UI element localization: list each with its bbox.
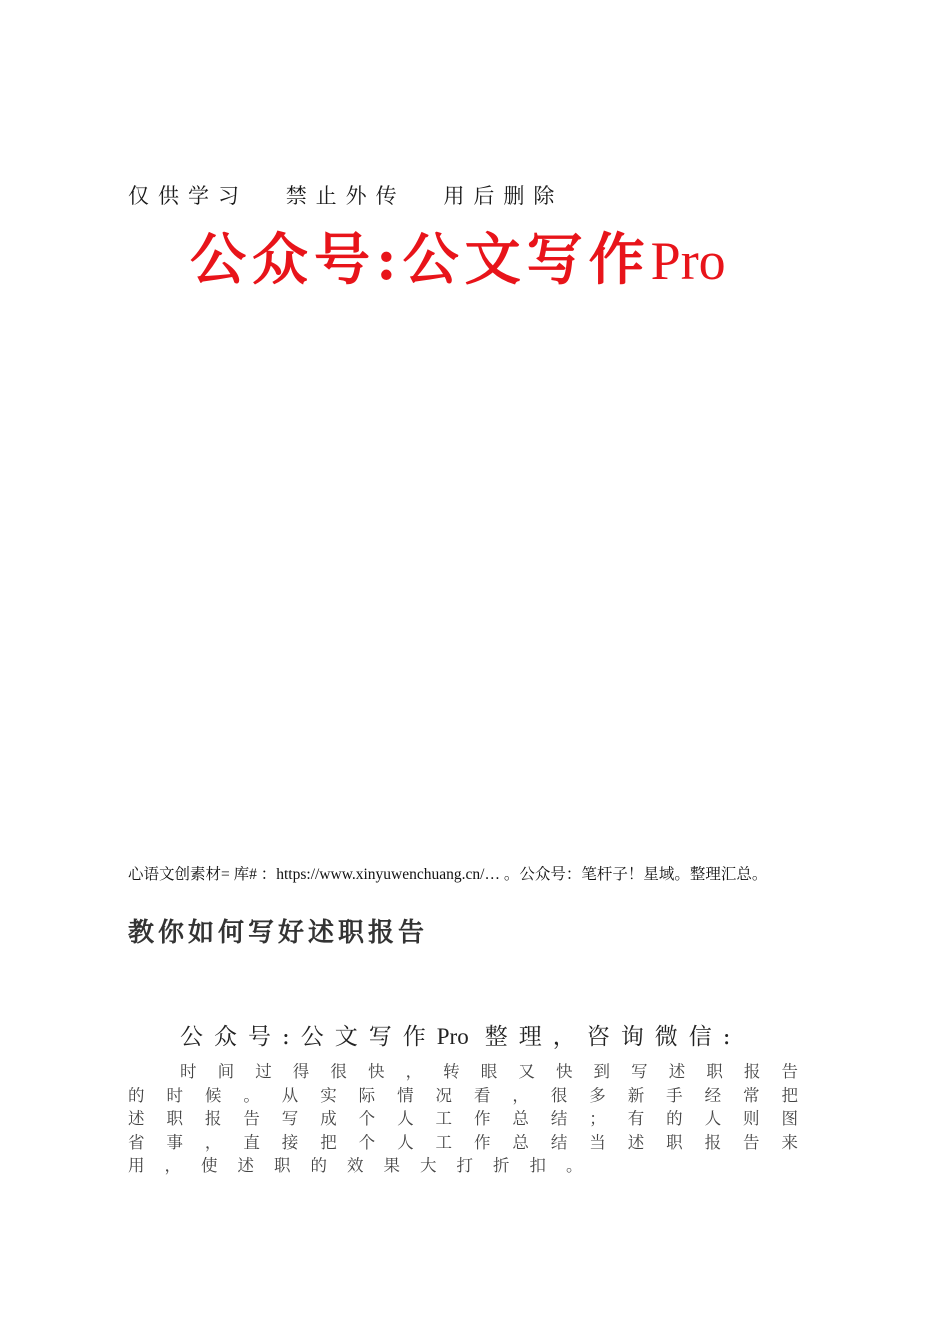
subline-suffix: 整理，咨询微信: xyxy=(484,1024,742,1050)
usage-notice xyxy=(128,180,585,210)
subline-prefix: 公众号:公文写作 xyxy=(180,1024,437,1050)
notice-no-distribution: 禁止外传 xyxy=(285,184,406,208)
brand-pro: Pro xyxy=(650,231,726,291)
source-line: 心语文创素材= 库# ：https://www.xinyuwenchuang.cn/… 。公众号：笔杆子！星域。整理汇总。 xyxy=(128,866,768,883)
subline-pro: Pro xyxy=(436,1024,469,1049)
article-body: 时间过得很快，转眼又快到写述职报告的时候。从实际情况看，很多新手经常把述职报告写成个人工作总结；有的人则图省事，直接把个人工作总结当述职报告来用，使述职的效果大打折扣。 xyxy=(128,1062,818,1175)
notice-delete-after-use: 用后删除 xyxy=(443,184,564,208)
brand-chinese: 公众号:公文写作 xyxy=(190,227,651,293)
brand-banner xyxy=(190,225,726,296)
article-subline xyxy=(180,1018,741,1051)
article-title: 教你如何写好述职报告 xyxy=(128,918,429,948)
notice-study-only: 仅供学习 xyxy=(128,184,248,208)
